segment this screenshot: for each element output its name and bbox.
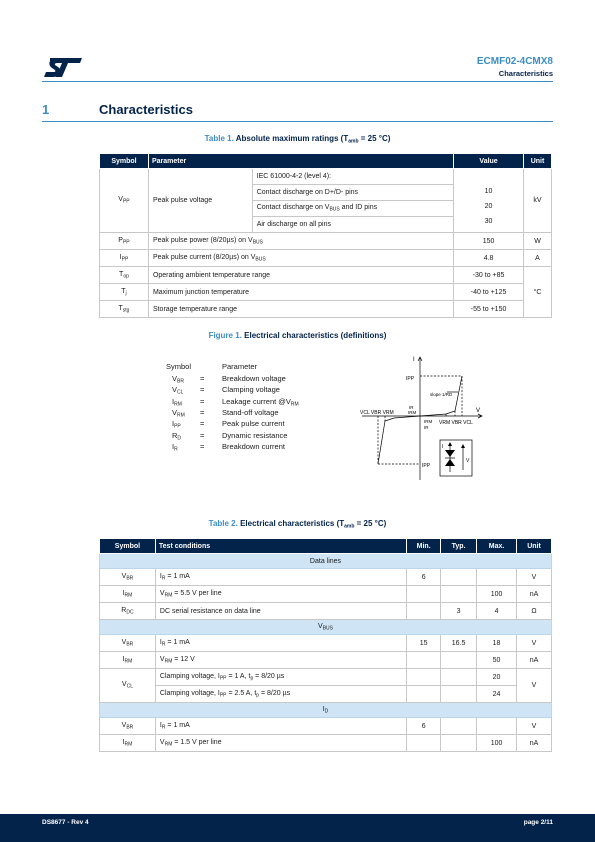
table-header-row bbox=[100, 154, 552, 169]
group-row-data-lines: Data lines bbox=[100, 554, 552, 569]
col-typ: Typ. bbox=[441, 539, 477, 554]
graph-v-axis: V bbox=[476, 408, 481, 414]
table-row-top bbox=[100, 267, 552, 284]
parameter-cell: Storage temperature range bbox=[148, 301, 453, 318]
legend-symbol: $I_R$ bbox=[172, 441, 178, 453]
value-cell: 150 bbox=[454, 233, 524, 250]
st-logo bbox=[42, 55, 84, 79]
header-rule bbox=[42, 81, 553, 82]
legend-symbol: $V_{BR}$ bbox=[172, 374, 184, 385]
value-cell: 4.8 bbox=[454, 250, 524, 267]
table-row: Clamping voltage, $I_{PP} = 2.5$ A, $t_p = 8/20$ µs 24 bbox=[100, 686, 552, 703]
symbol-cell: $T_{op}$ bbox=[100, 267, 149, 284]
graph-irm: IRM bbox=[408, 410, 417, 415]
graph-ir: IR bbox=[409, 405, 414, 410]
col-max: Max. bbox=[477, 539, 517, 554]
table-row-vpp bbox=[100, 169, 552, 185]
col-unit: Unit bbox=[517, 539, 552, 554]
table-row-ipp bbox=[100, 250, 552, 267]
col-value: Value bbox=[454, 154, 524, 169]
legend-equals: = bbox=[200, 407, 205, 417]
unit-cell: °C bbox=[523, 267, 551, 318]
condition-cell: Air discharge on all pins bbox=[252, 217, 453, 233]
condition-cell: Contact discharge on $V_{BUS}$ and ID pins bbox=[252, 201, 453, 217]
value-cell: 10 20 30 bbox=[454, 169, 524, 233]
table-row-tj bbox=[100, 284, 552, 301]
legend-symbol: $I_{RM}$ bbox=[172, 396, 182, 408]
table-row: $R_{DC}$ DC serial resistance on data line 3 4 Ω bbox=[100, 603, 552, 620]
iv-characteristic-graph bbox=[358, 354, 486, 486]
value-cell: -30 to +85 bbox=[454, 267, 524, 284]
legend-symbol: $V_{RM}$ bbox=[172, 407, 185, 419]
legend-equals: = bbox=[200, 385, 205, 395]
parameter-cell: Maximum junction temperature bbox=[148, 284, 453, 301]
col-unit: Unit bbox=[523, 154, 551, 169]
legend-parameter: Peak pulse current bbox=[222, 419, 285, 429]
legend-parameter: Breakdown current bbox=[222, 441, 285, 451]
graph-slope: slope 1/RD bbox=[430, 392, 453, 397]
section-number: 1 bbox=[42, 102, 50, 117]
table-row: $V_{CL}$ Clamping voltage, $I_{PP} = 1$ A, $t_p = 8/20$ µs 20 V bbox=[100, 669, 552, 686]
legend-parameter: Dynamic resistance bbox=[222, 430, 288, 440]
symbol-cell: $T_{stg}$ bbox=[100, 301, 149, 318]
col-symbol: Symbol bbox=[100, 154, 149, 169]
legend-parameter: Leakage current $@V_{RM}$ bbox=[222, 396, 299, 408]
document-title: ECMF02-4CMX8 bbox=[476, 56, 553, 67]
group-row-vbus: $V_{BUS}$ bbox=[100, 620, 552, 635]
table-row: $V_{BR}$ $I_R = 1$ mA 6 V bbox=[100, 569, 552, 586]
legend-symbol: $V_{CL}$ bbox=[172, 385, 184, 396]
unit-cell: A bbox=[523, 250, 551, 267]
table-row: $I_{RM}$ $V_{RM} = 1.5$ V per line 100 nA bbox=[100, 735, 552, 752]
table1-caption: Table 1. Absolute maximum ratings ($T_{amb} = 25$ °C) bbox=[204, 134, 391, 145]
unit-cell: W bbox=[523, 233, 551, 250]
document-subtitle: Characteristics bbox=[498, 69, 553, 78]
legend-parameter: Stand-off voltage bbox=[222, 407, 279, 417]
electrical-characteristics-table bbox=[99, 538, 552, 752]
graph-i-axis: I bbox=[413, 357, 415, 363]
value-cell: -55 to +150 bbox=[454, 301, 524, 318]
graph-ipp-bot: IPP bbox=[422, 463, 431, 469]
legend-equals: = bbox=[200, 396, 205, 406]
footer-bar bbox=[0, 814, 595, 842]
table-row: $V_{BR}$ $I_R = 1$ mA 15 16.5 18 V bbox=[100, 635, 552, 652]
graph-box-v: V bbox=[466, 458, 470, 464]
legend-equals: = bbox=[200, 374, 205, 383]
table-row: $V_{BR}$ $I_R = 1$ mA 6 V bbox=[100, 718, 552, 735]
table-row: $I_{RM}$ $V_{RM} = 12$ V 50 nA bbox=[100, 652, 552, 669]
table2-caption: Table 2. Electrical characteristics ($T_{amb} = 25$ °C) bbox=[208, 519, 387, 530]
parameter-cell: Peak pulse voltage bbox=[148, 169, 252, 233]
graph-right-labels: VRM VBR VCL bbox=[439, 420, 473, 426]
figure1-legend bbox=[160, 362, 340, 462]
legend-equals: = bbox=[200, 430, 205, 440]
table-header-row bbox=[100, 539, 552, 554]
condition-cell: IEC 61000-4-2 (level 4): bbox=[252, 169, 453, 185]
section-title: Characteristics bbox=[99, 102, 193, 117]
figure1-caption: Figure 1. Electrical characteristics (definitions) bbox=[208, 331, 387, 340]
col-parameter: Parameter bbox=[148, 154, 453, 169]
symbol-cell: $T_j$ bbox=[100, 284, 149, 301]
condition-cell: Contact discharge on D+/D- pins bbox=[252, 185, 453, 201]
symbol-cell: $I_{PP}$ bbox=[100, 250, 149, 267]
parameter-cell: Peak pulse current (8/20µs) on $V_{BUS}$ bbox=[148, 250, 453, 267]
legend-head-symbol: Symbol bbox=[166, 362, 192, 371]
graph-ir2: IR bbox=[424, 425, 429, 430]
unit-cell: kV bbox=[523, 169, 551, 233]
legend-equals: = bbox=[200, 441, 205, 451]
table-row-ppp bbox=[100, 233, 552, 250]
legend-equals: = bbox=[200, 419, 205, 429]
footer-page-number: page 2/11 bbox=[523, 819, 553, 826]
parameter-cell: Peak pulse power (8/20µs) on $V_{BUS}$ bbox=[148, 233, 453, 250]
parameter-cell: Operating ambient temperature range bbox=[148, 267, 453, 284]
table-row: $I_{RM}$ $V_{RM} = 5.5$ V per line 100 nA bbox=[100, 586, 552, 603]
graph-left-labels: VCL VBR VRM bbox=[360, 410, 394, 416]
col-test-conditions: Test conditions bbox=[155, 539, 406, 554]
section-rule bbox=[42, 121, 553, 122]
value-cell: -40 to +125 bbox=[454, 284, 524, 301]
legend-symbol: $I_{PP}$ bbox=[172, 419, 181, 430]
graph-ipp-top: IPP bbox=[406, 376, 415, 382]
table-row-tstg bbox=[100, 301, 552, 318]
legend-head-parameter: Parameter bbox=[222, 362, 258, 371]
col-symbol: Symbol bbox=[100, 539, 156, 554]
legend-parameter: Breakdown voltage bbox=[222, 374, 286, 383]
group-row-id: $I_D$ bbox=[100, 703, 552, 718]
col-min: Min. bbox=[407, 539, 441, 554]
symbol-cell: $V_{PP}$ bbox=[100, 169, 149, 233]
footer-doc-id: DS8677 - Rev 4 bbox=[42, 819, 89, 826]
graph-box-i: I bbox=[442, 444, 444, 450]
graph-irm2: IRM bbox=[424, 419, 433, 424]
legend-symbol: $R_D$ bbox=[172, 430, 182, 441]
symbol-cell: $P_{PP}$ bbox=[100, 233, 149, 250]
absolute-max-ratings-table bbox=[99, 153, 552, 318]
legend-parameter: Clamping voltage bbox=[222, 385, 280, 395]
